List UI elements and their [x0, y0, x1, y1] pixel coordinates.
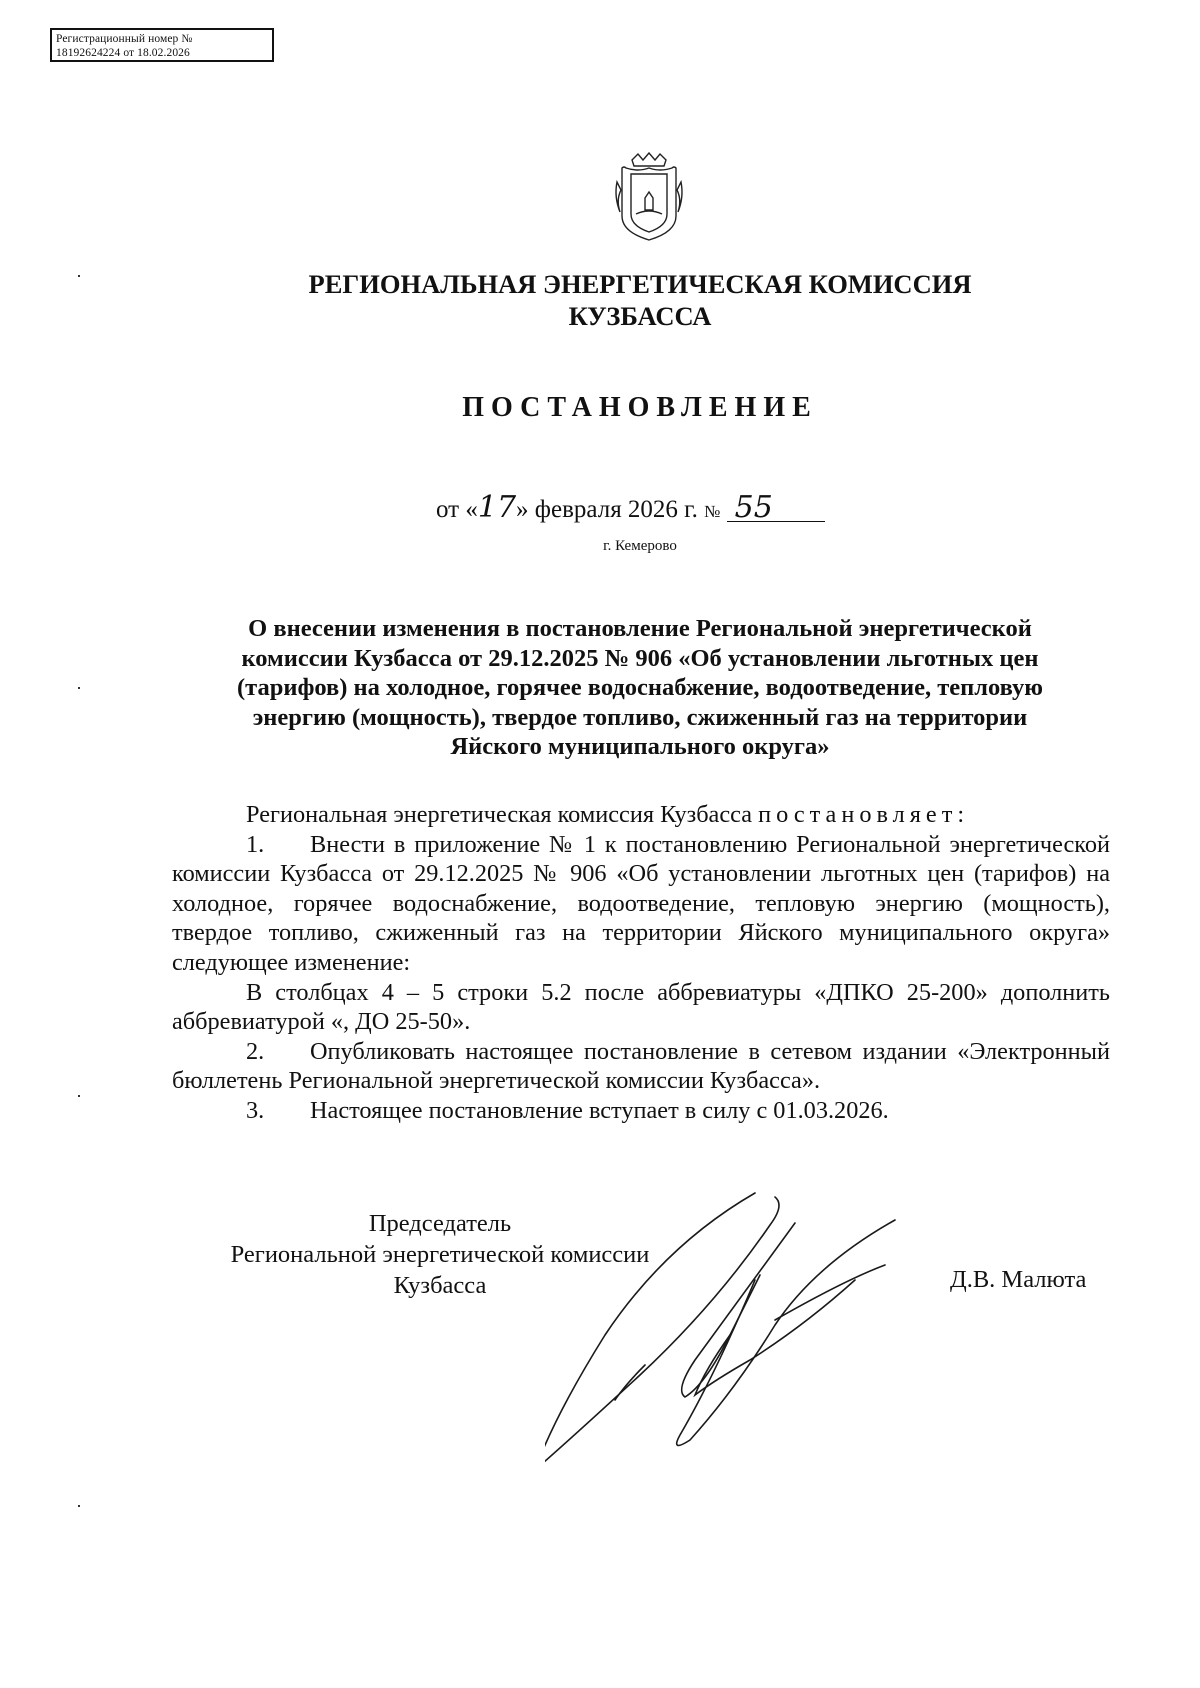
scan-speck	[78, 1095, 80, 1097]
item-number: 2.	[246, 1037, 265, 1065]
item-number: 3.	[246, 1096, 265, 1124]
handwritten-signature	[545, 1185, 995, 1485]
scan-speck	[78, 1505, 80, 1507]
signatory-title-line2: Региональной энергетической комиссии	[230, 1241, 650, 1268]
body-item	[172, 830, 1110, 978]
registration-stamp-line1: Регистрационный номер №	[56, 33, 193, 45]
date-prefix: от «	[436, 496, 478, 523]
body-item	[172, 1037, 1110, 1096]
item-text: Настоящее постановление вступает в силу с 01.03.2026.	[310, 1096, 889, 1124]
item-text: Опубликовать настоящее постановление в сетевом издании «Электронный бюллетень Региональной энергетической комиссии Кузбасса».	[172, 1037, 1110, 1095]
document-type-title: ПОСТАНОВЛЕНИЕ	[462, 392, 818, 423]
scan-speck	[78, 687, 80, 689]
date-line	[436, 490, 825, 525]
city: г. Кемерово	[603, 538, 677, 554]
registration-stamp-line2: 18192624224 от 18.02.2026	[56, 47, 190, 59]
signatory-title-line3: Кузбасса	[393, 1272, 487, 1299]
coat-of-arms-icon	[612, 152, 686, 242]
date-month-year: » февраля 2026 г.	[516, 496, 698, 523]
organization-name: РЕГИОНАЛЬНАЯ ЭНЕРГЕТИЧЕСКАЯ КОМИССИЯ КУЗБАССА	[308, 269, 972, 331]
body-intro	[172, 800, 1110, 830]
registration-stamp	[50, 28, 274, 62]
body-intro-verb: постановляет:	[758, 801, 970, 828]
item-number: 1.	[246, 830, 265, 858]
signatory-title-line1: Председатель	[368, 1210, 512, 1237]
document-subject: О внесении изменения в постановление Региональной энергетической комиссии Кузбасса от 29.12.2025 № 906 «Об установлении льготных цен (тарифов) на холодное, горячее водоснабжение, водоотведение, тепловую энергию (мощность), твердое топливо, сжиженный газ на территории Яйского муниципального округа»	[236, 615, 1044, 760]
item-text: Внести в приложение № 1 к постановлению Региональной энергетической комиссии Кузбасса от 29.12.2025 № 906 «Об установлении льготных цен (тарифов) на холодное, горячее водоснабжение, водоотведение, тепловую энергию (мощность), твердое топливо, сжиженный газ на территории Яйского муниципального округа» следующее изменение:	[172, 830, 1110, 976]
document-body	[172, 800, 1110, 1126]
body-intro-text: Региональная энергетическая комиссия Кузбасса	[246, 801, 752, 828]
date-day-handwritten: 17	[477, 490, 517, 525]
body-item	[172, 1096, 1110, 1126]
item-text: В столбцах 4 – 5 строки 5.2 после аббревиатуры «ДПКО 25-200» дополнить аббревиатурой «, ДО 25-50».	[172, 978, 1110, 1036]
scan-speck	[78, 275, 80, 277]
number-label: №	[704, 502, 721, 521]
signatory-name: Д.В. Малюта	[950, 1266, 1087, 1293]
body-item	[172, 978, 1110, 1037]
document-number-handwritten: 55	[727, 495, 825, 522]
